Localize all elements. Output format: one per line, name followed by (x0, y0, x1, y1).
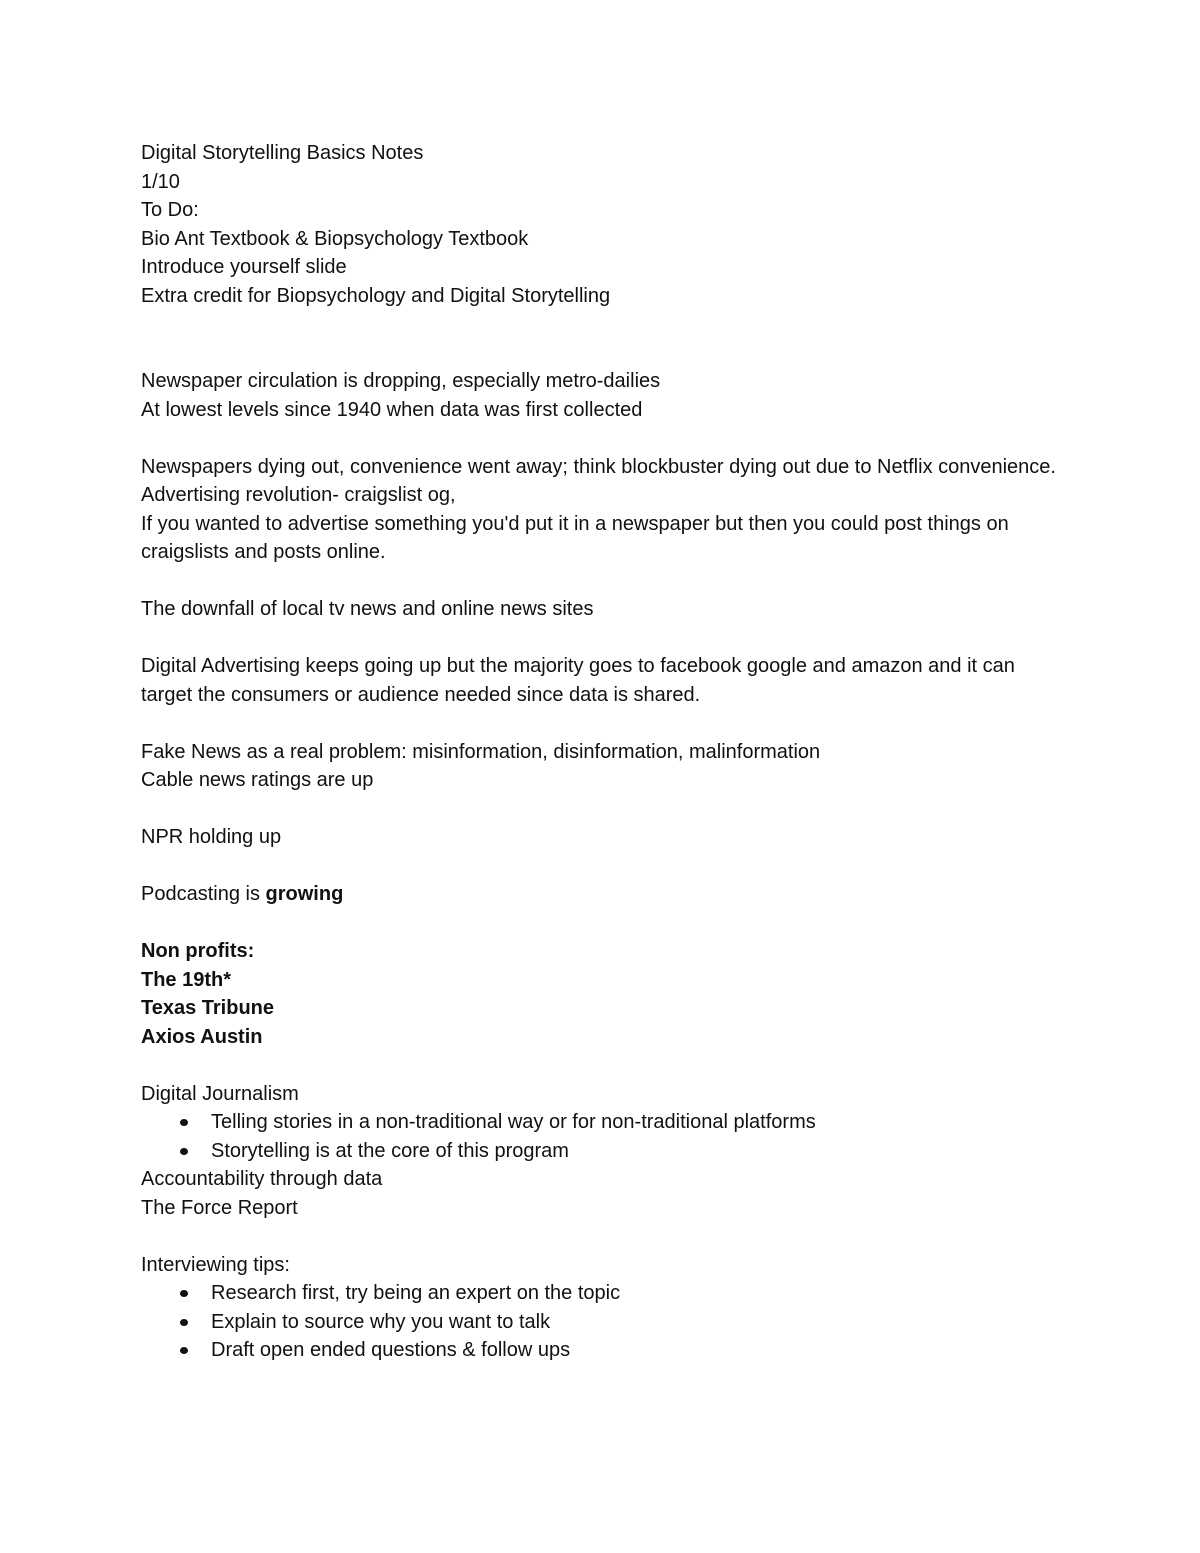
podcasting-text: Podcasting is (141, 883, 266, 905)
list-item (141, 1336, 1061, 1365)
note-paragraph: The downfall of local tv news and online news sites (141, 598, 594, 620)
section-heading: Digital Journalism (141, 1082, 299, 1105)
todo-label: To Do: (141, 199, 199, 221)
document-date: 1/10 (141, 170, 180, 193)
list-item (141, 1279, 1061, 1308)
list-item-text: Draft open ended questions & follow ups (211, 1339, 571, 1361)
note-paragraph: NPR holding up (141, 826, 282, 848)
spacer (141, 852, 1061, 881)
spacer (141, 1051, 1061, 1080)
todo-item: Bio Ant Textbook & Biopsychology Textbook (141, 227, 529, 250)
note-paragraph: Cable news ratings are up (141, 769, 374, 791)
bullet-icon (180, 1119, 188, 1126)
bullet-list (141, 1108, 1061, 1165)
spacer (141, 795, 1061, 824)
nonprofit-item: Axios Austin (141, 1025, 263, 1048)
todo-item: Extra credit for Biopsychology and Digital Storytelling (141, 284, 611, 307)
list-item (141, 1137, 1061, 1166)
note-paragraph: Digital Advertising keeps going up but the majority goes to facebook google and amazon and it can target the consumers or audience needed since data is shared. (141, 655, 1015, 706)
bullet-icon (180, 1148, 188, 1155)
note-paragraph (141, 880, 1061, 909)
list-item-text: Research first, try being an expert on the topic (211, 1282, 621, 1304)
spacer (141, 424, 1061, 453)
spacer (141, 310, 1061, 367)
nonprofits-label: Non profits: (141, 940, 255, 962)
spacer (141, 567, 1061, 596)
note-paragraph: Fake News as a real problem: misinformation, disinformation, malinformation (141, 740, 821, 763)
bullet-icon (180, 1319, 188, 1326)
list-item (141, 1108, 1061, 1137)
nonprofit-item: Texas Tribune (141, 997, 275, 1019)
note-paragraph: The Force Report (141, 1196, 298, 1219)
spacer (141, 624, 1061, 653)
spacer (141, 909, 1061, 938)
note-paragraph: At lowest levels since 1940 when data was first collected (141, 398, 643, 421)
list-item-text: Storytelling is at the core of this program (211, 1139, 569, 1162)
nonprofit-item: The 19th* (141, 968, 232, 991)
document-page (141, 139, 1061, 1365)
bullet-icon (180, 1347, 188, 1354)
list-item-text: Explain to source why you want to talk (211, 1310, 551, 1333)
bullet-icon (180, 1290, 188, 1297)
list-item-text: Telling stories in a non-traditional way or for non-traditional platforms (211, 1111, 816, 1133)
document-title: Digital Storytelling Basics Notes (141, 142, 424, 164)
note-paragraph: Advertising revolution- craigslist og, (141, 484, 456, 506)
note-paragraph: If you wanted to advertise something you'd put it in a newspaper but then you could post things on craigslists and posts online. (141, 512, 1009, 563)
podcasting-emphasis: growing (265, 883, 344, 905)
spacer (141, 1222, 1061, 1251)
section-heading: Interviewing tips: (141, 1253, 290, 1276)
note-paragraph: Accountability through data (141, 1168, 383, 1190)
bullet-list (141, 1279, 1061, 1365)
list-item (141, 1308, 1061, 1337)
spacer (141, 709, 1061, 738)
note-paragraph: Newspapers dying out, convenience went away; think blockbuster dying out due to Netflix convenience. (141, 455, 1056, 478)
todo-item: Introduce yourself slide (141, 256, 347, 278)
note-paragraph: Newspaper circulation is dropping, especially metro-dailies (141, 370, 661, 392)
